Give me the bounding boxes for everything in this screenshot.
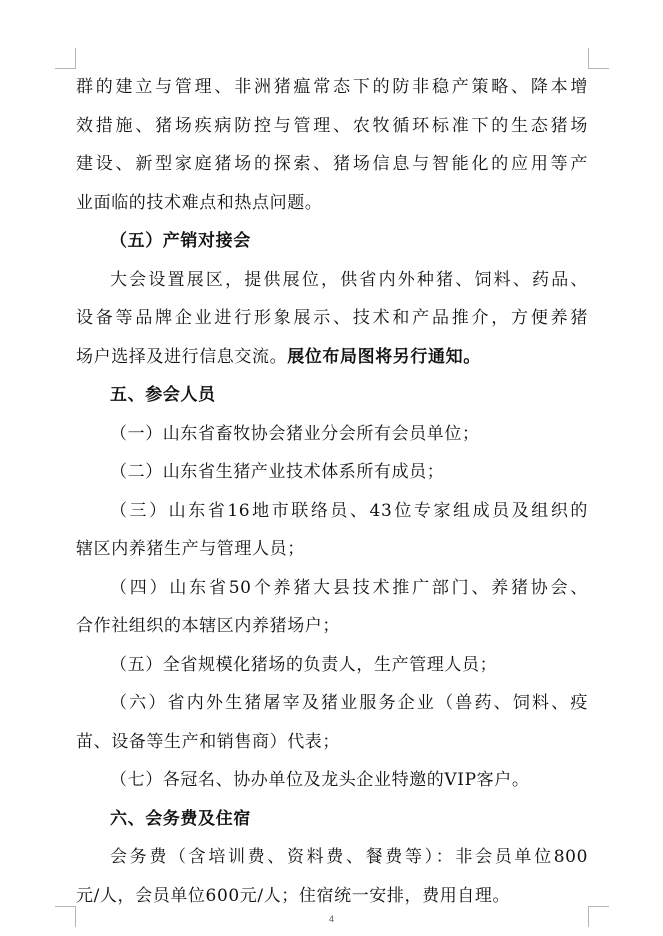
document-body (76, 68, 588, 915)
list-item: （七）各冠名、协办单位及龙头企业特邀的VIP客户。 (110, 770, 530, 790)
paragraph-line (76, 338, 588, 377)
page-number: 4 (328, 914, 334, 924)
list-item-continued: 辖区内养猪生产与管理人员； (76, 539, 305, 559)
paragraph-line: 会务费（含培训费、资料费、餐费等）：非会员单位800 (110, 847, 588, 867)
section-heading-fees: 六、会务费及住宿 (110, 808, 251, 829)
list-item: （六）省内外生猪屠宰及猪业服务企业（兽药、饲料、疫 (110, 693, 588, 713)
list-item: （二）山东省生猪产业技术体系所有成员； (110, 462, 445, 482)
paragraph-line: 效措施、猪场疾病防控与管理、农牧循环标准下的生态猪场 (76, 115, 588, 136)
page-corner-mark-top-right (588, 48, 609, 69)
bold-notice-text: 展位布局图将另行通知。 (287, 346, 481, 367)
list-item: （三）山东省16地市联络员、43位专家组成员及组织的 (110, 500, 588, 521)
list-item: （四）山东省50个养猪大县技术推广部门、养猪协会、 (110, 577, 588, 598)
paragraph-line: 元/人，会员单位600元/人；住宿统一安排，费用自理。 (76, 885, 511, 906)
paragraph-line: 设备等品牌企业进行形象展示、技术和产品推介，方便养猪 (76, 308, 588, 328)
paragraph-line: 业面临的技术难点和热点问题。 (76, 192, 323, 213)
list-item-continued: 合作社组织的本辖区内养猪场户； (76, 616, 340, 636)
section-heading-participants: 五、参会人员 (110, 385, 216, 405)
list-item: （一）山东省畜牧协会猪业分会所有会员单位； (110, 423, 480, 444)
section-heading-trade-fair: （五）产销对接会 (110, 231, 251, 251)
paragraph-text: 场户选择及进行信息交流。 (76, 346, 288, 367)
paragraph-line: 群的建立与管理、非洲猪瘟常态下的防非稳产策略、降本增 (76, 77, 588, 97)
list-item-continued: 苗、设备等生产和销售商）代表； (76, 731, 340, 752)
paragraph-line: 大会设置展区，提供展位，供省内外种猪、饲料、药品、 (110, 269, 588, 290)
page-corner-mark-top-left (55, 48, 76, 69)
paragraph-line: 建设、新型家庭猪场的探索、猪场信息与智能化的应用等产 (76, 154, 588, 174)
list-item: （五）全省规模化猪场的负责人，生产管理人员； (110, 654, 498, 675)
